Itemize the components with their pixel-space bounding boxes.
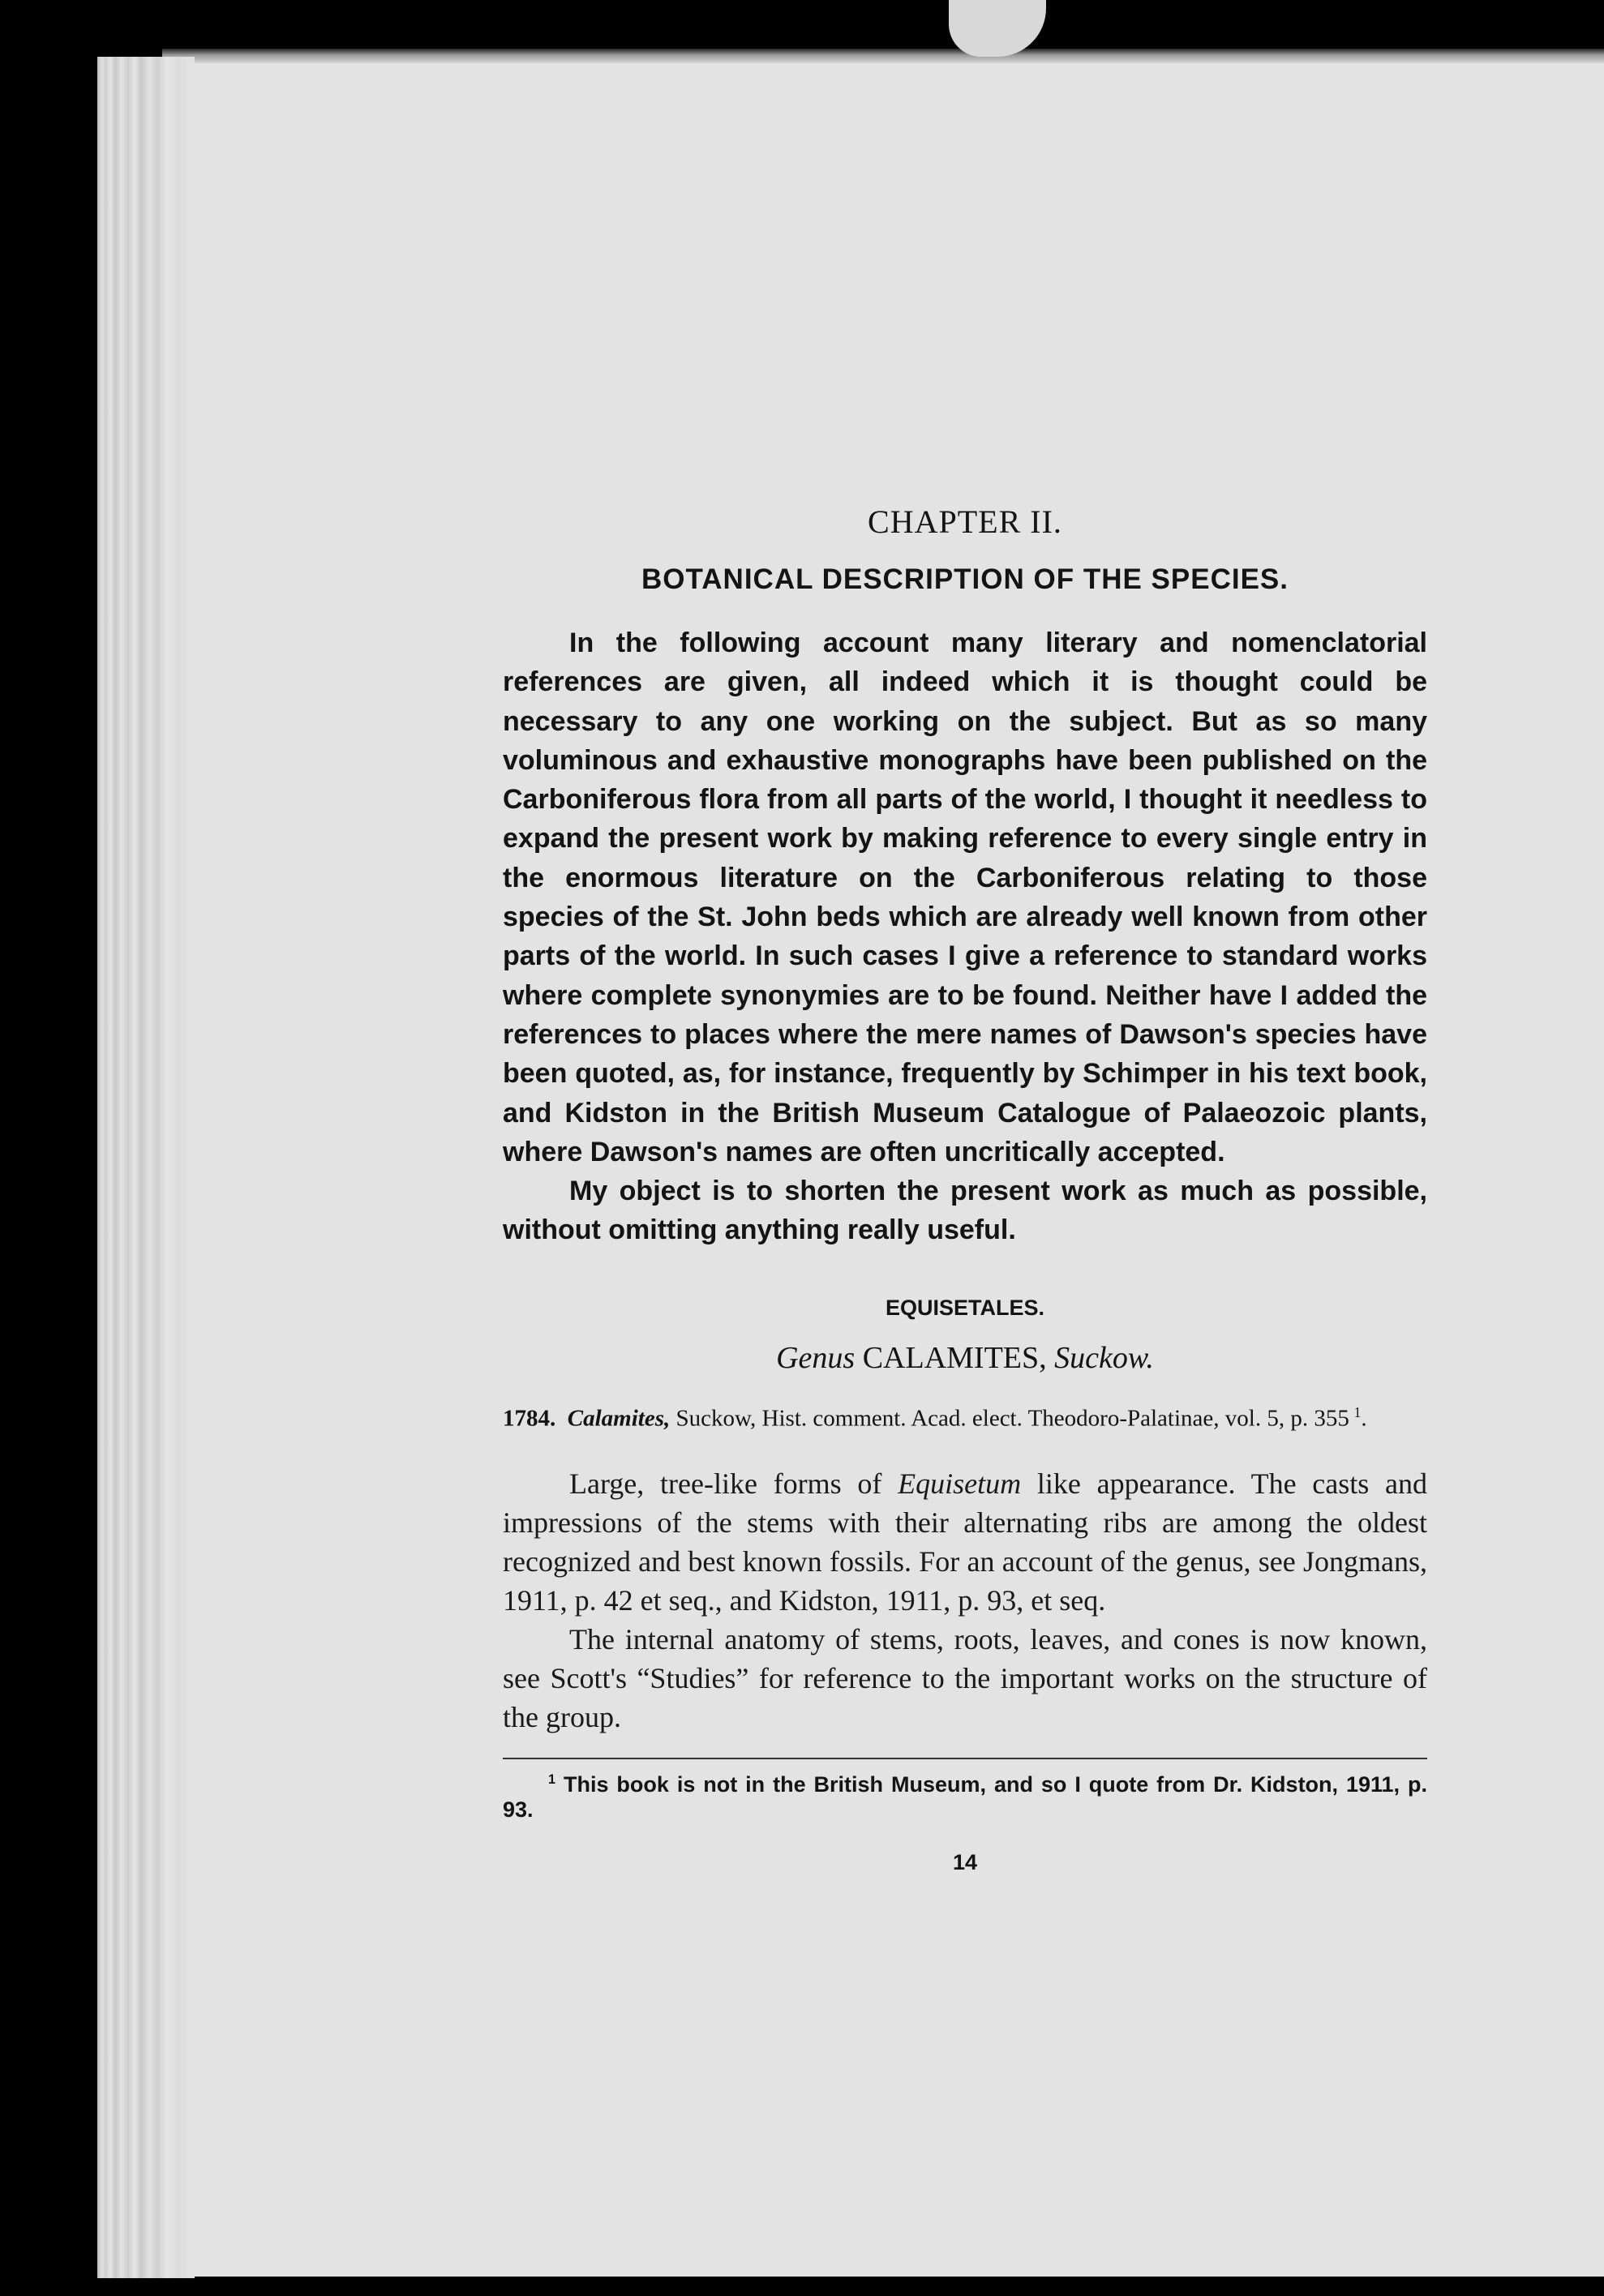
genus-author: Suckow.	[1054, 1340, 1154, 1375]
reference-year: 1784.	[503, 1405, 556, 1432]
intro-paragraph-2: My object is to shorten the present work as much as possible, without omitting anything really useful.	[503, 1176, 1427, 1246]
footnote-text: This book is not in the British Museum, and so I quote from Dr. Kidston, 1911, p. 93.	[503, 1772, 1427, 1823]
footnote	[503, 1767, 1427, 1823]
genus-prefix: Genus	[776, 1340, 856, 1375]
description-start: Large, tree-like forms of	[569, 1467, 882, 1501]
section-title: BOTANICAL DESCRIPTION OF THE SPECIES.	[641, 563, 1289, 595]
reference-name: Calamites,	[567, 1405, 671, 1432]
footnote-rule	[503, 1758, 1427, 1759]
genus-reference	[503, 1399, 1427, 1433]
genus-description	[503, 1464, 1427, 1620]
page-stack-edges	[97, 57, 195, 2278]
intro-paragraph: In the following account many literary and nomenclatorial references are given, all indeed which it is thought could be necessary to any one working on the subject. But as so many voluminous and exhaustive monographs have been published on the Carboniferous flora from all parts of the world, I thought it needless to expand the present work by making reference to every single entry in the enormous literature on the Carboniferous relating to those species of the St. John beds which are already well known from other parts of the world. In such cases I give a reference to standard works where complete synonymies are to be found. Neither have I added the references to places where the mere names of Dawson's species have been quoted, as, for instance, frequently by Schimper in his text book, and Kidston in the British Museum Catalogue of Palaeozoic plants, where Dawson's names are often uncritically accepted.	[503, 628, 1427, 1167]
page-top-edge	[162, 49, 1604, 63]
reference-footnote-mark: 1	[1353, 1403, 1362, 1420]
reference-text: Suckow, Hist. comment. Acad. elect. Theodoro-Palatinae, vol. 5, p. 355	[675, 1405, 1349, 1432]
reference-end: .	[1361, 1405, 1367, 1432]
description-italic: Equisetum	[898, 1467, 1022, 1501]
order-heading: EQUISETALES.	[885, 1295, 1045, 1320]
description-end: like appearance. The casts and impressions of the stems with their alternating ribs are among the oldest recognized and best known fossils. For an account of the genus, see Jongmans, 1911, p. 42 et seq., and Kidston, 1911, p. 93, et seq.	[503, 1467, 1428, 1617]
chapter-heading: CHAPTER II.	[868, 503, 1062, 540]
footnote-mark: 1	[548, 1772, 556, 1788]
page-number: 14	[952, 1850, 978, 1875]
anatomy-paragraph: The internal anatomy of stems, roots, leaves, and cones is now known, see Scott's “Studies” for reference to the important works on the structure of the group.	[503, 1623, 1427, 1734]
genus-name: CALAMITES,	[862, 1340, 1047, 1375]
genus-heading	[503, 1340, 1427, 1376]
page-text	[503, 503, 1427, 1875]
